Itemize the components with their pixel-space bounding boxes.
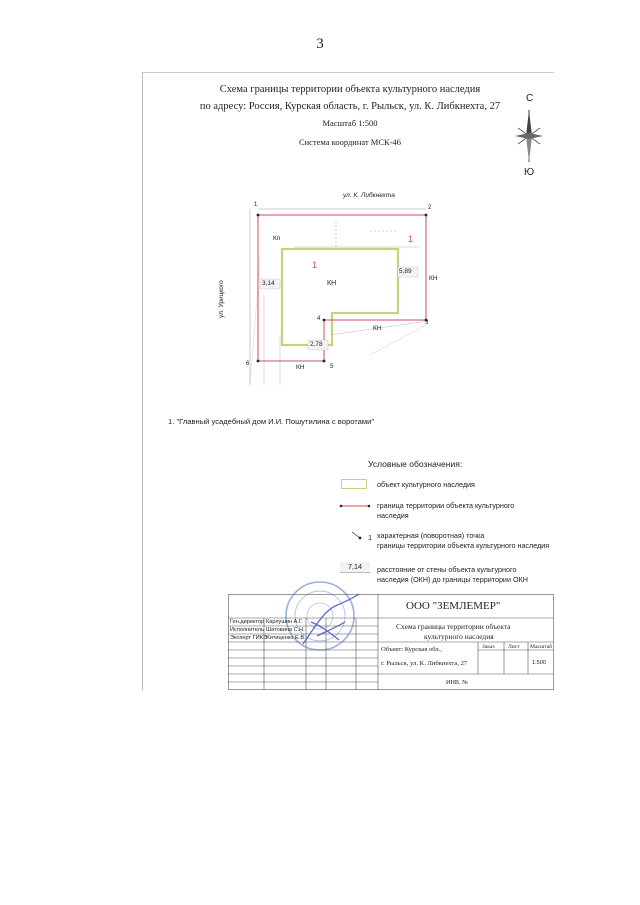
compass-bottom-label: Ю (524, 167, 535, 178)
legend-distance-swatch: 7,14 (340, 562, 370, 573)
name-expert: Хитиценко Е.В. (266, 635, 306, 641)
zone-kp-label: Кп (273, 235, 281, 242)
col-scale: Масштаб (530, 644, 553, 650)
object-number-label-2: 1 (408, 234, 414, 244)
coordinate-system: Система координат МСК-46 (298, 137, 402, 147)
col-sheet: Лист (508, 644, 520, 650)
zone-kn-label-center: КН (327, 280, 337, 287)
point-4: 4 (317, 316, 321, 322)
point-3: 3 (425, 320, 429, 326)
dimension-right: 5,89 (399, 268, 412, 275)
boundary-map (220, 185, 460, 385)
object-line2: г. Рыльск, ул. К. Либкнехта, 27 (381, 660, 468, 667)
dimension-bottom: 2,78 (310, 341, 323, 348)
street-top-label: ул. К. Либкнехта (343, 192, 395, 199)
org-name: ООО "ЗЕМЛЕМЕР" (406, 600, 501, 612)
object-line1: Объект: Курская обл., (381, 646, 442, 653)
legend-item-heritage: объект культурного наследия (377, 480, 475, 489)
point-6: 6 (246, 361, 250, 367)
role-director: Ген.директор (230, 619, 265, 625)
role-executor: Исполнитель (230, 627, 264, 633)
title-block (228, 594, 554, 690)
compass-rose-icon (512, 106, 546, 166)
legend-item-point-1: характерная (поворотная) точка (377, 531, 485, 540)
scheme-scale: Масштаб 1:500 (322, 118, 378, 128)
scale-value: 1:500 (532, 660, 546, 666)
legend-title: Условные обозначения: (368, 459, 463, 469)
legend-item-boundary-1: граница территории объекта культурного (377, 501, 515, 510)
legend-item-point-2: границы территории объекта культурного наследия (377, 541, 550, 550)
role-expert: Эксперт ГИКЭ (230, 635, 267, 641)
inventory-number: ИНВ. № (446, 679, 469, 686)
page-number: 3 (316, 36, 324, 52)
legend-boundary-swatch (338, 500, 372, 514)
object-number-label: 1 (312, 260, 318, 270)
point-1: 1 (254, 202, 258, 208)
scheme-title: Схема границы территории объекта культурного наследия (219, 84, 481, 95)
street-left-label: ул. Урицкого (218, 280, 225, 318)
legend-item-distance-2: наследия (ОКН) до границы территории ОКН (377, 575, 528, 584)
zone-kn-label-right: КН (429, 275, 438, 282)
zone-kn-label-bottom: КН (296, 364, 305, 371)
legend-item-distance-1: расстояние от стены объекта культурного (377, 565, 517, 574)
point-2: 2 (428, 205, 432, 211)
point-5: 5 (330, 364, 334, 370)
scheme-address: по адресу: Россия, Курская область, г. Рыльск, ул. К. Либкнехта, 27 (199, 101, 501, 112)
dimension-left: 3,14 (262, 280, 275, 287)
name-director: Карлушин А.Г. (266, 619, 303, 625)
compass-top-label: С (526, 93, 534, 104)
legend-item-boundary-2: наследия (377, 511, 409, 520)
doc-title-line2: культурного наследия (424, 632, 494, 641)
col-order: Заказ (482, 644, 495, 650)
legend-point-swatch (350, 530, 364, 542)
name-executor: Шатовина С.Н. (266, 627, 305, 633)
doc-title-line1: Схема границы территории объекта (396, 622, 511, 631)
object-caption: 1. "Главный усадебный дом И.И. Пошутилина с воротами" (168, 417, 375, 426)
legend-heritage-swatch (341, 479, 367, 489)
zone-kn-label-bottom-right: КН (373, 325, 382, 332)
legend-point-number: 1 (368, 533, 372, 542)
